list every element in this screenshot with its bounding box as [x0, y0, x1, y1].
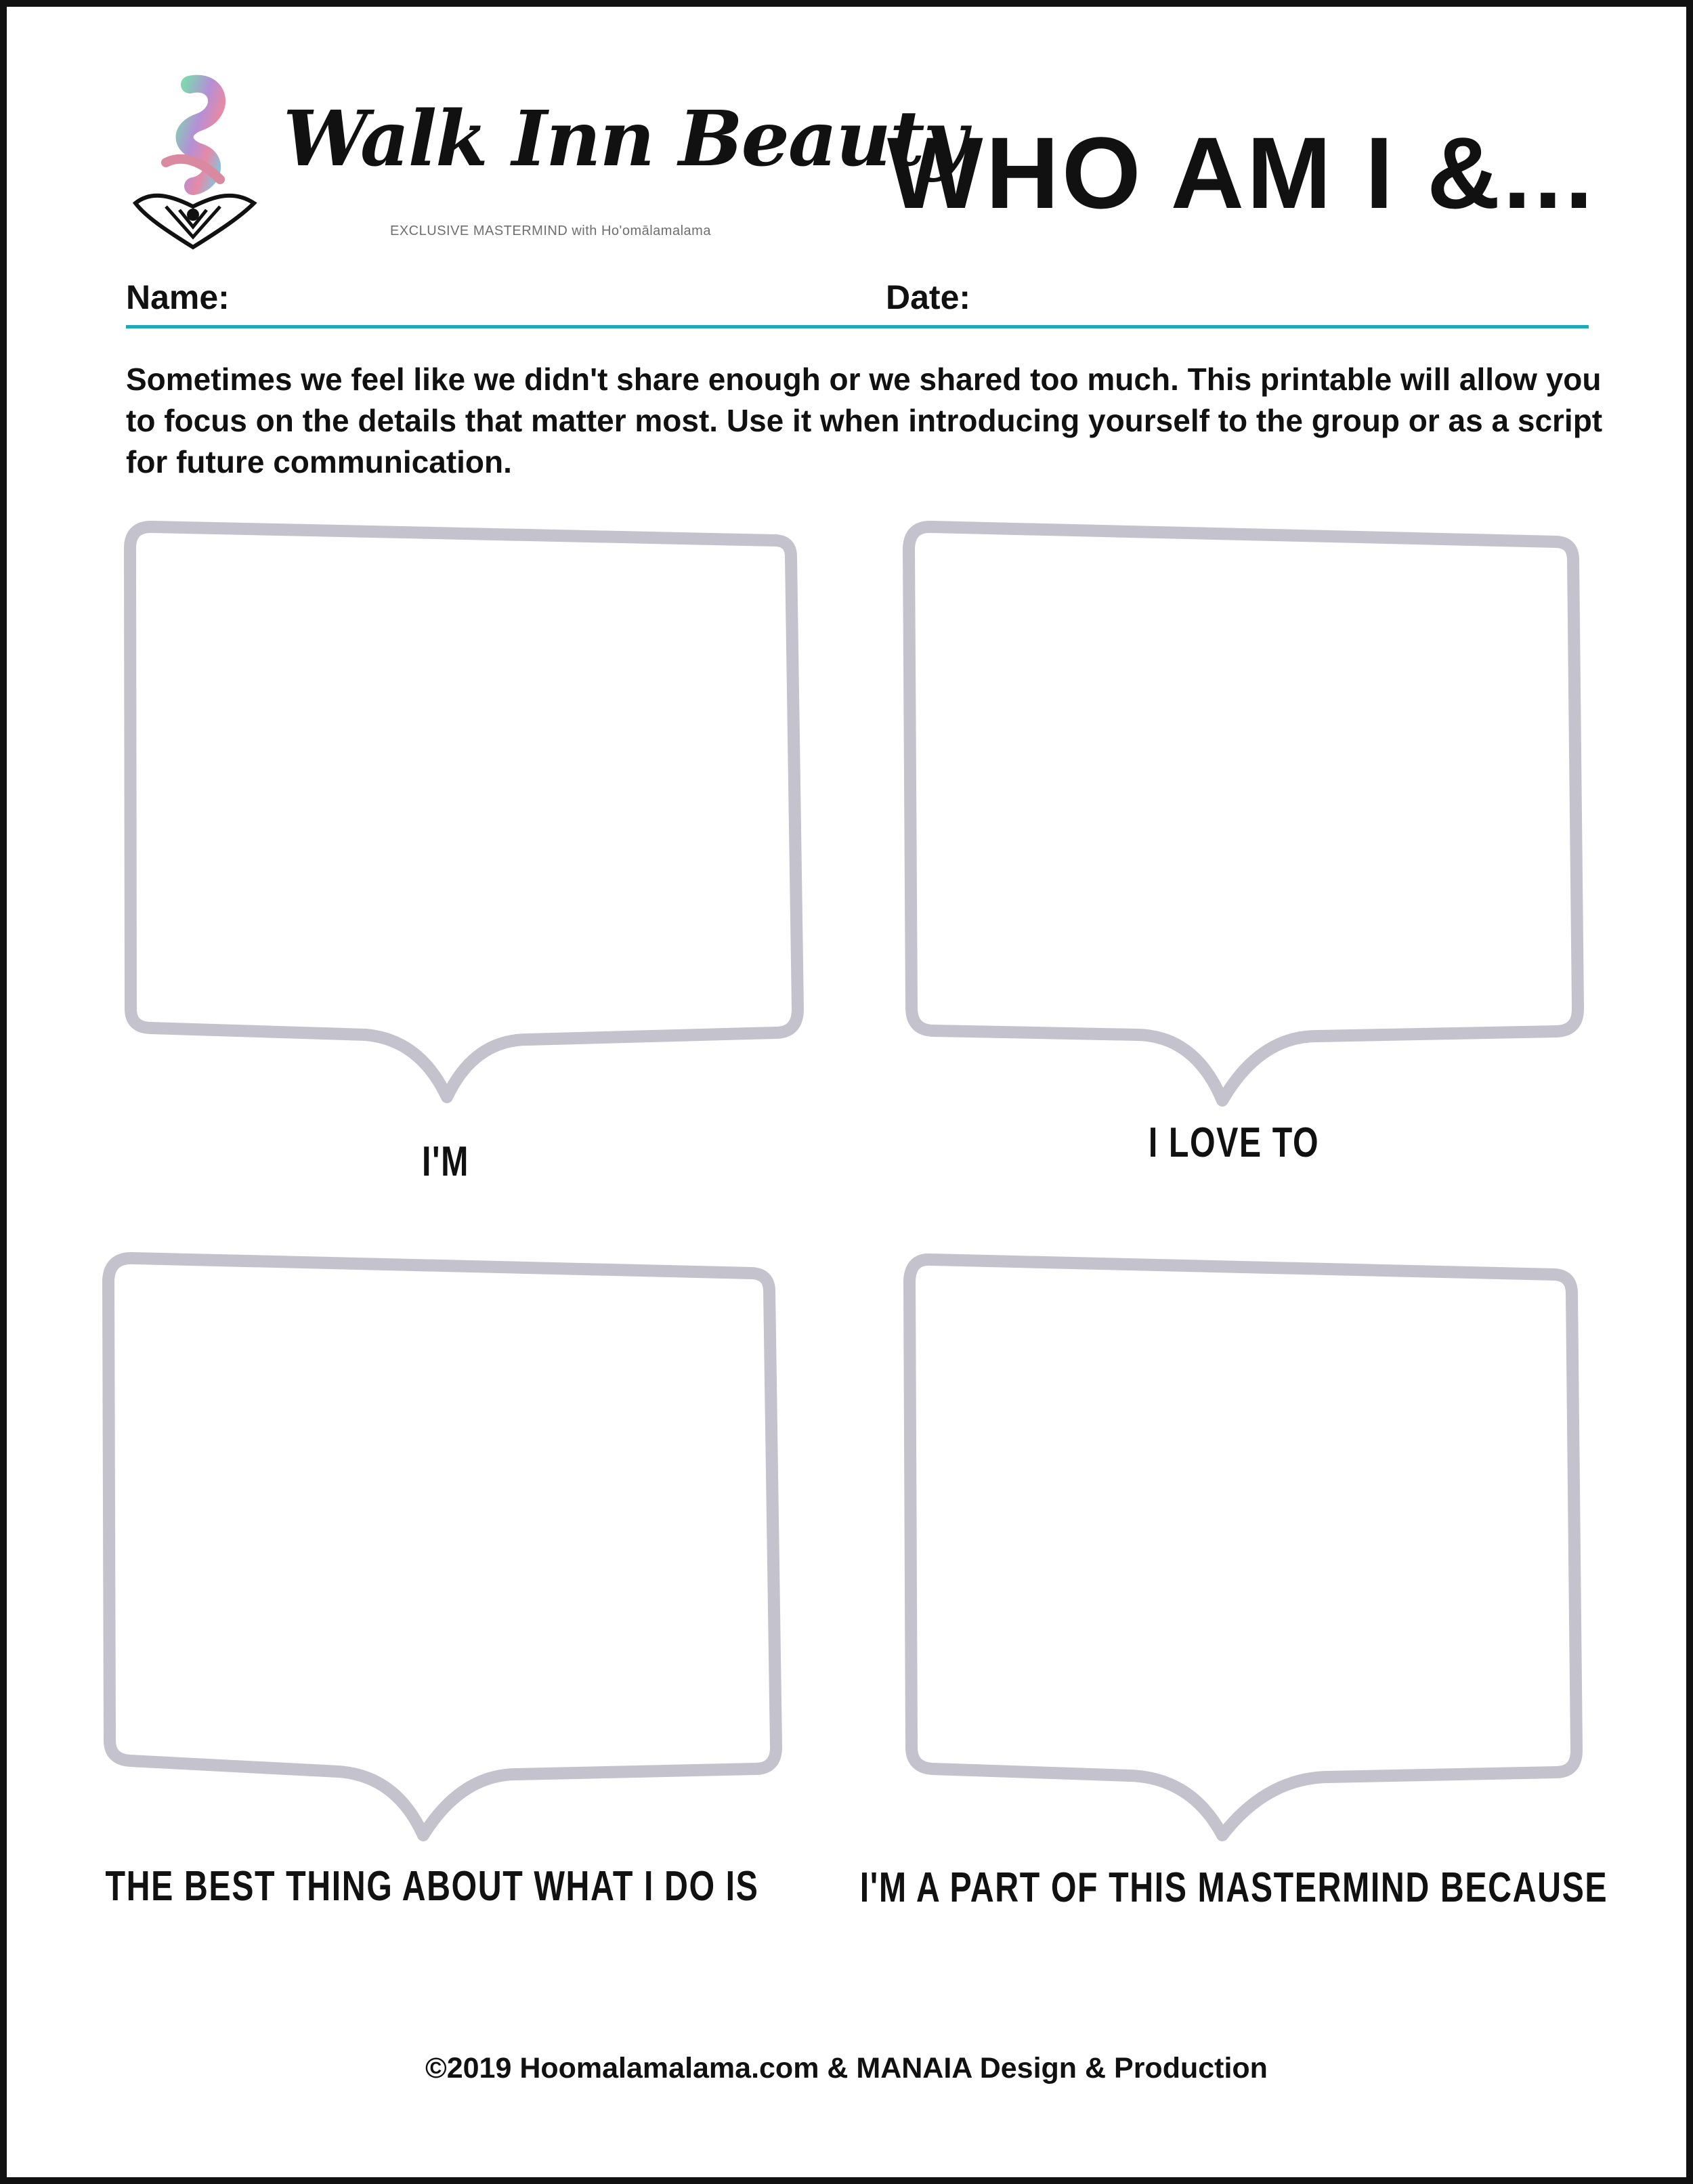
- page-title: WHO AM I &...: [887, 116, 1596, 230]
- speech-bubble-3[interactable]: [108, 1258, 776, 1835]
- speech-bubble-1[interactable]: [130, 527, 798, 1097]
- intro-paragraph: Sometimes we feel like we didn't share enough or we shared too much. This printable will allow you to focus on the details that matter most. Use it when introducing yourself to the group or as a script for future communication.: [126, 362, 1603, 479]
- date-label: Date:: [886, 278, 971, 316]
- prompt-mastermind-because: I'M A PART OF THIS MASTERMIND BECAUSE: [859, 1864, 1608, 1911]
- prompt-i-love-to: I LOVE TO: [1148, 1119, 1320, 1166]
- speech-bubble-4[interactable]: [909, 1260, 1577, 1835]
- footer-copyright: ©2019 Hoomalamalama.com & MANAIA Design & Production: [425, 2052, 1268, 2084]
- brand-tagline: EXCLUSIVE MASTERMIND with Ho'omālamalama: [390, 223, 711, 238]
- prompt-best-thing: THE BEST THING ABOUT WHAT I DO IS: [105, 1863, 759, 1910]
- name-label: Name:: [126, 278, 230, 316]
- prompt-im: I'M: [422, 1138, 469, 1185]
- brand-name: Walk Inn Beauty: [283, 95, 966, 184]
- speech-bubble-2[interactable]: [909, 527, 1578, 1100]
